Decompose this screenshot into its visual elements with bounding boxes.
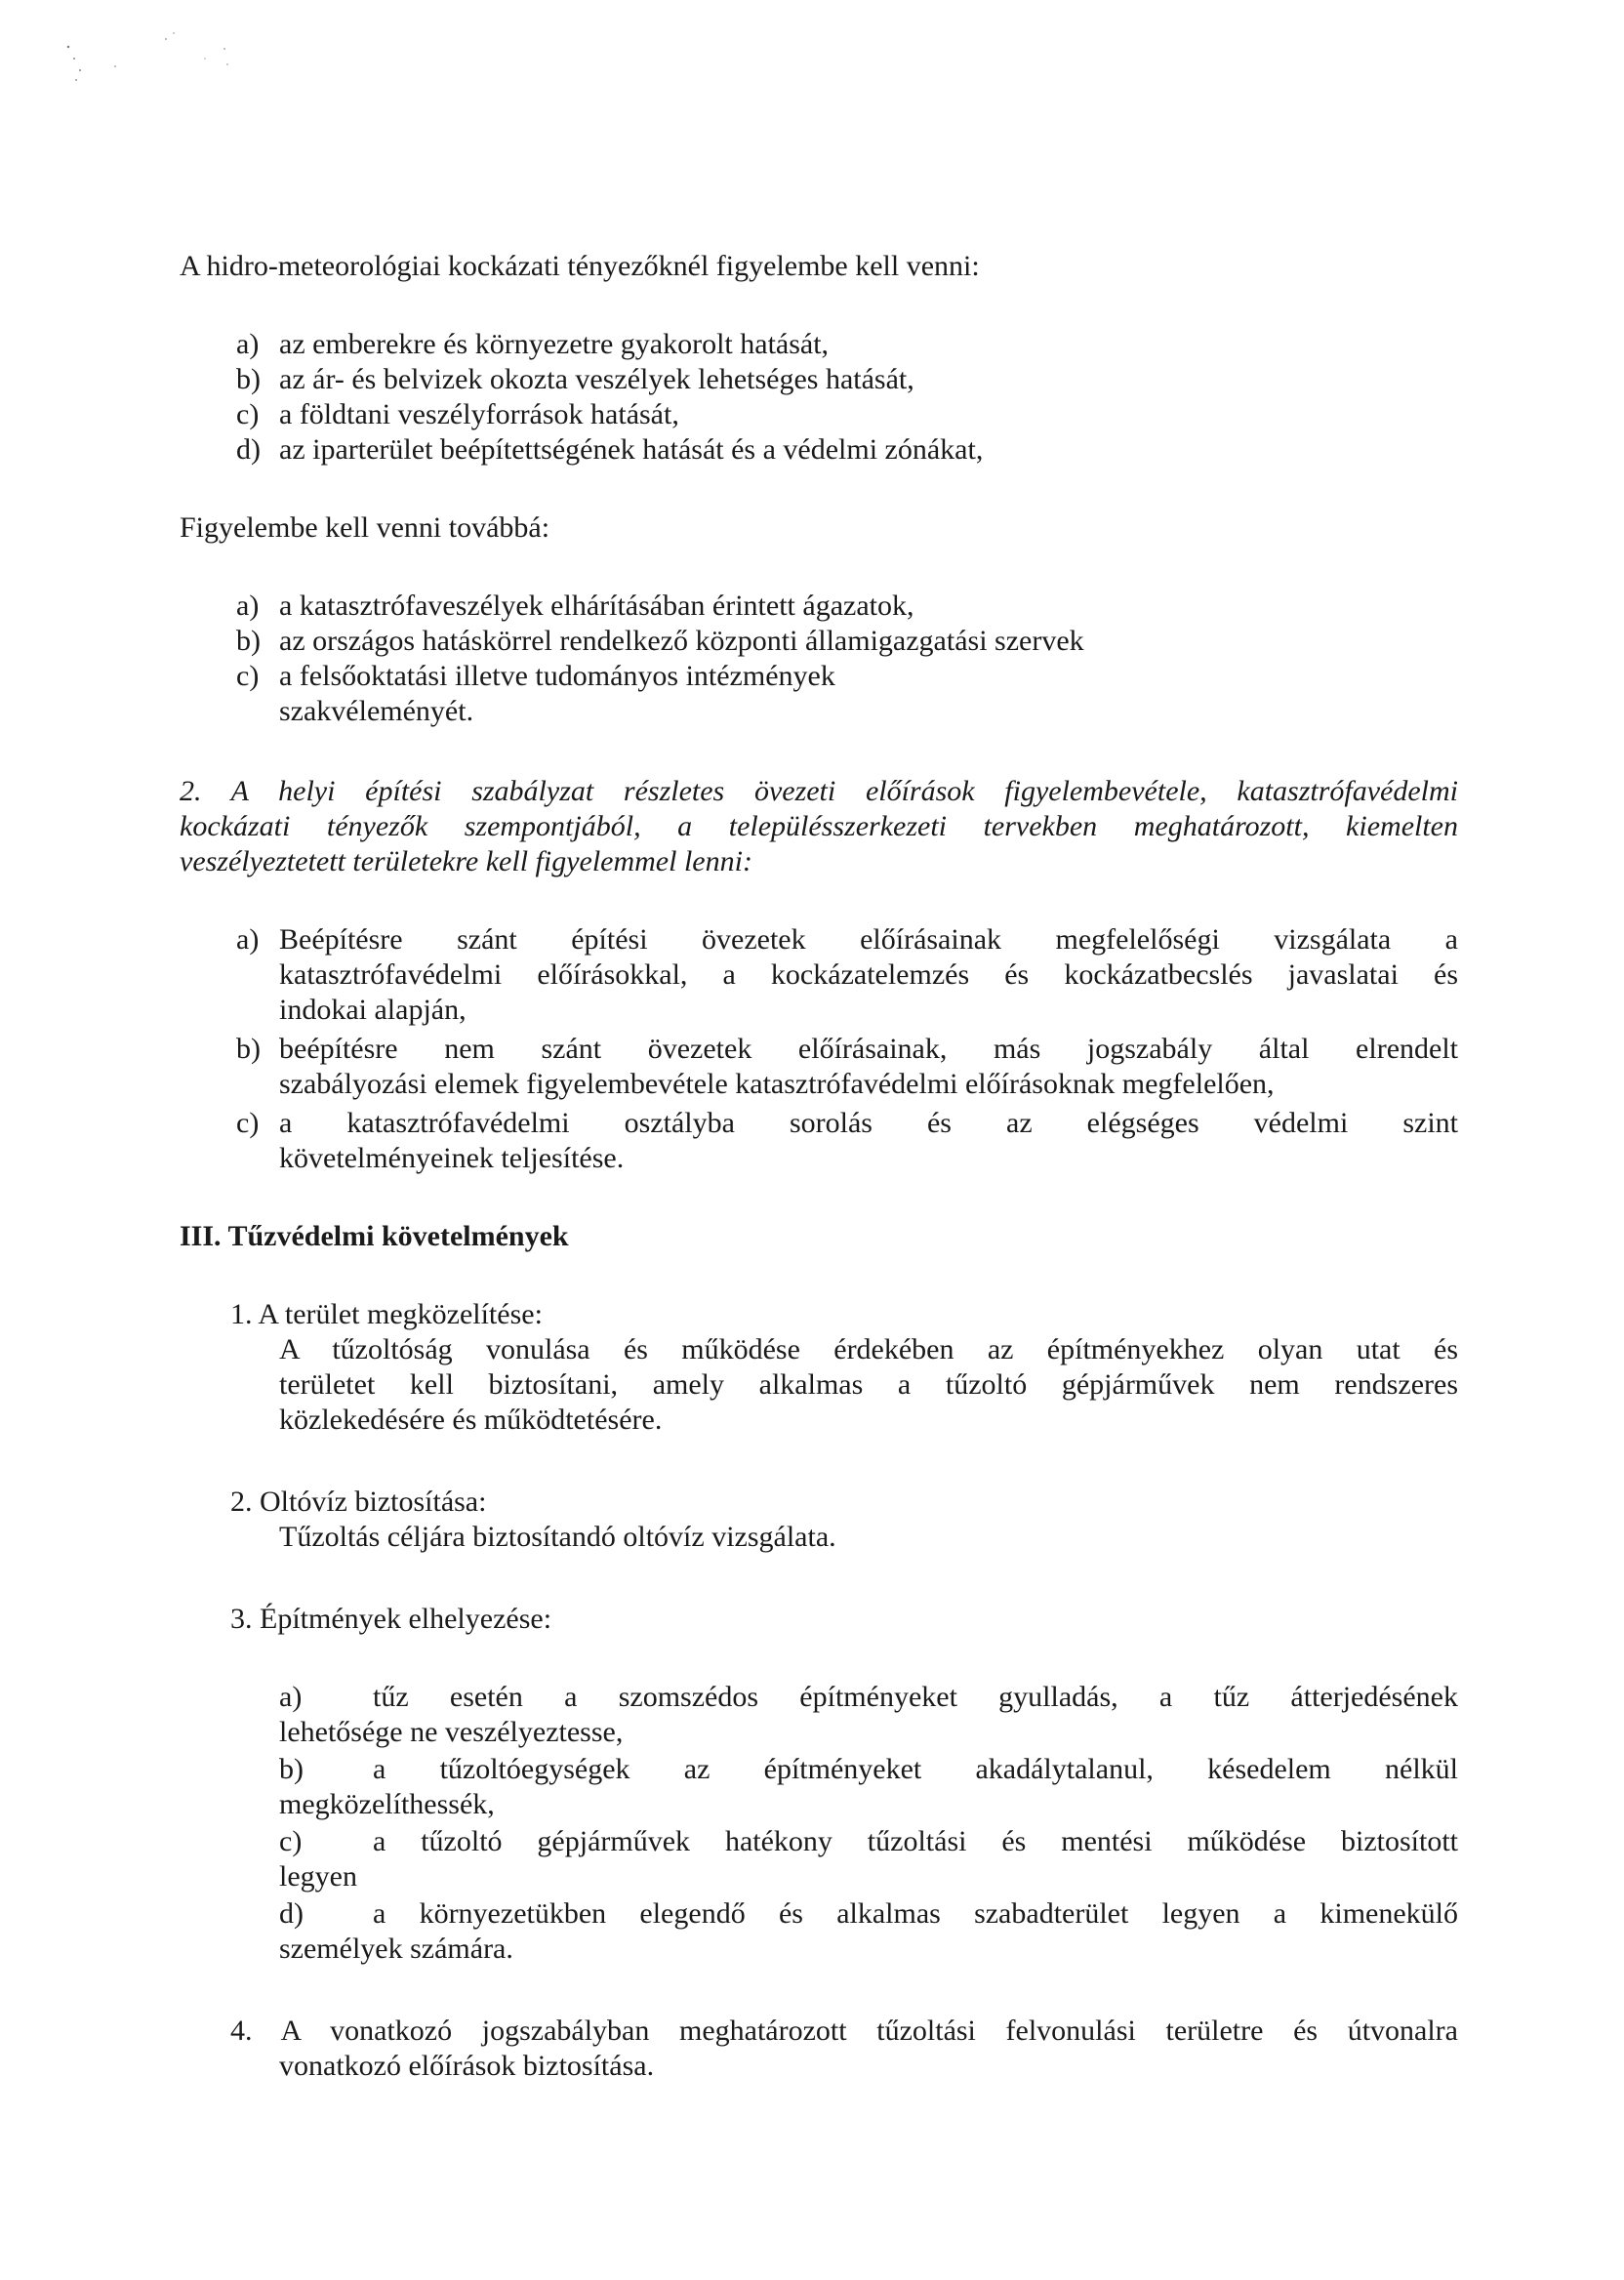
list-item: az országos hatáskörrel rendelkező központi államigazgatási szervek: [279, 625, 1084, 657]
point2-line: veszélyeztetett területekre kell figyelemmel lenni:: [180, 845, 752, 877]
fire-point-text: Tűzoltás céljára biztosítandó oltóvíz vizsgálata.: [279, 1521, 836, 1553]
fire-point-text: A tűzoltóság vonulása és működése érdekében az építményekhez olyan utat és: [279, 1333, 1458, 1365]
list-item: tűz esetén a szomszédos építményeket gyulladás, a tűz átterjedésének: [373, 1681, 1458, 1713]
list-item: a felsőoktatási illetve tudományos intézmények: [279, 660, 835, 692]
list-label: b): [236, 363, 261, 395]
list-item: indokai alapján,: [279, 994, 467, 1026]
list-label: c): [236, 1107, 260, 1139]
list-label: b): [236, 1033, 261, 1065]
point2-line: kockázati tényezők szempontjából, a településszerkezeti tervekben meghatározott, kiemelten: [180, 810, 1458, 842]
list-item: a környezetükben elegendő és alkalmas szabadterület legyen a kimenekülő: [373, 1897, 1458, 1930]
list-item: követelményeinek teljesítése.: [279, 1142, 625, 1174]
scan-noise-marks: [39, 20, 351, 127]
list-item: a katasztrófaveszélyek elhárításában érintett ágazatok,: [279, 590, 914, 622]
list-item: a földtani veszélyforrások hatását,: [279, 398, 679, 430]
list-item: a katasztrófavédelmi osztályba sorolás és az elégséges védelmi szint: [279, 1107, 1458, 1139]
list-item: a tűzoltóegységek az építményeket akadálytalanul, késedelem nélkül: [373, 1753, 1458, 1785]
list-item: katasztrófavédelmi előírásokkal, a kockázatelemzés és kockázatbecslés javaslatai és: [279, 958, 1458, 991]
list-item-continuation: szakvéleményét.: [279, 695, 474, 727]
hydro-intro: A hidro-meteorológiai kockázati tényezőknél figyelembe kell venni:: [180, 250, 980, 282]
list-label: a): [236, 328, 260, 360]
fire-point-text: 4. A vonatkozó jogszabályban meghatározott tűzoltási felvonulási területre és útvonalra: [230, 2015, 1458, 2047]
list-item: az ár- és belvizek okozta veszélyek lehetséges hatását,: [279, 363, 914, 395]
list-label: a): [279, 1681, 303, 1713]
fire-point-title: 2. Oltóvíz biztosítása:: [230, 1486, 487, 1518]
list-label: c): [236, 660, 260, 692]
list-label: c): [279, 1825, 303, 1857]
list-item: szabályozási elemek figyelembevétele katasztrófavédelmi előírásoknak megfelelően,: [279, 1068, 1275, 1100]
list-item: az iparterület beépítettségének hatását és a védelmi zónákat,: [279, 433, 984, 466]
list-label: b): [236, 625, 261, 657]
list-item: az emberekre és környezetre gyakorolt hatását,: [279, 328, 830, 360]
list-item-continuation: személyek számára.: [279, 1933, 513, 1965]
further-intro: Figyelembe kell venni továbbá:: [180, 511, 550, 544]
fire-point-text: vonatkozó előírások biztosítása.: [279, 2050, 655, 2082]
fire-point-title: 3. Építmények elhelyezése:: [230, 1603, 552, 1635]
list-item-continuation: megközelíthessék,: [279, 1788, 495, 1820]
section-heading: III. Tűzvédelmi követelmények: [180, 1220, 569, 1252]
list-item-continuation: legyen: [279, 1860, 357, 1893]
list-label: c): [236, 398, 260, 430]
list-item-continuation: lehetősége ne veszélyeztesse,: [279, 1716, 624, 1748]
list-label: b): [279, 1753, 304, 1785]
list-item: a tűzoltó gépjárművek hatékony tűzoltási és mentési működése biztosított: [373, 1825, 1458, 1857]
list-label: a): [236, 923, 260, 956]
list-label: d): [236, 433, 261, 466]
list-label: d): [279, 1897, 304, 1930]
list-label: a): [236, 590, 260, 622]
point2-line: 2. A helyi építési szabályzat részletes övezeti előírások figyelembevétele, katasztrófavédelmi: [180, 775, 1458, 807]
fire-point-text: közlekedésére és működtetésére.: [279, 1404, 663, 1436]
fire-point-text: területet kell biztosítani, amely alkalmas a tűzoltó gépjárművek nem rendszeres: [279, 1368, 1458, 1401]
list-item: Beépítésre szánt építési övezetek előírásainak megfelelőségi vizsgálata a: [279, 923, 1458, 956]
list-item: beépítésre nem szánt övezetek előírásainak, más jogszabály által elrendelt: [279, 1033, 1458, 1065]
fire-point-title: 1. A terület megközelítése:: [230, 1298, 543, 1330]
